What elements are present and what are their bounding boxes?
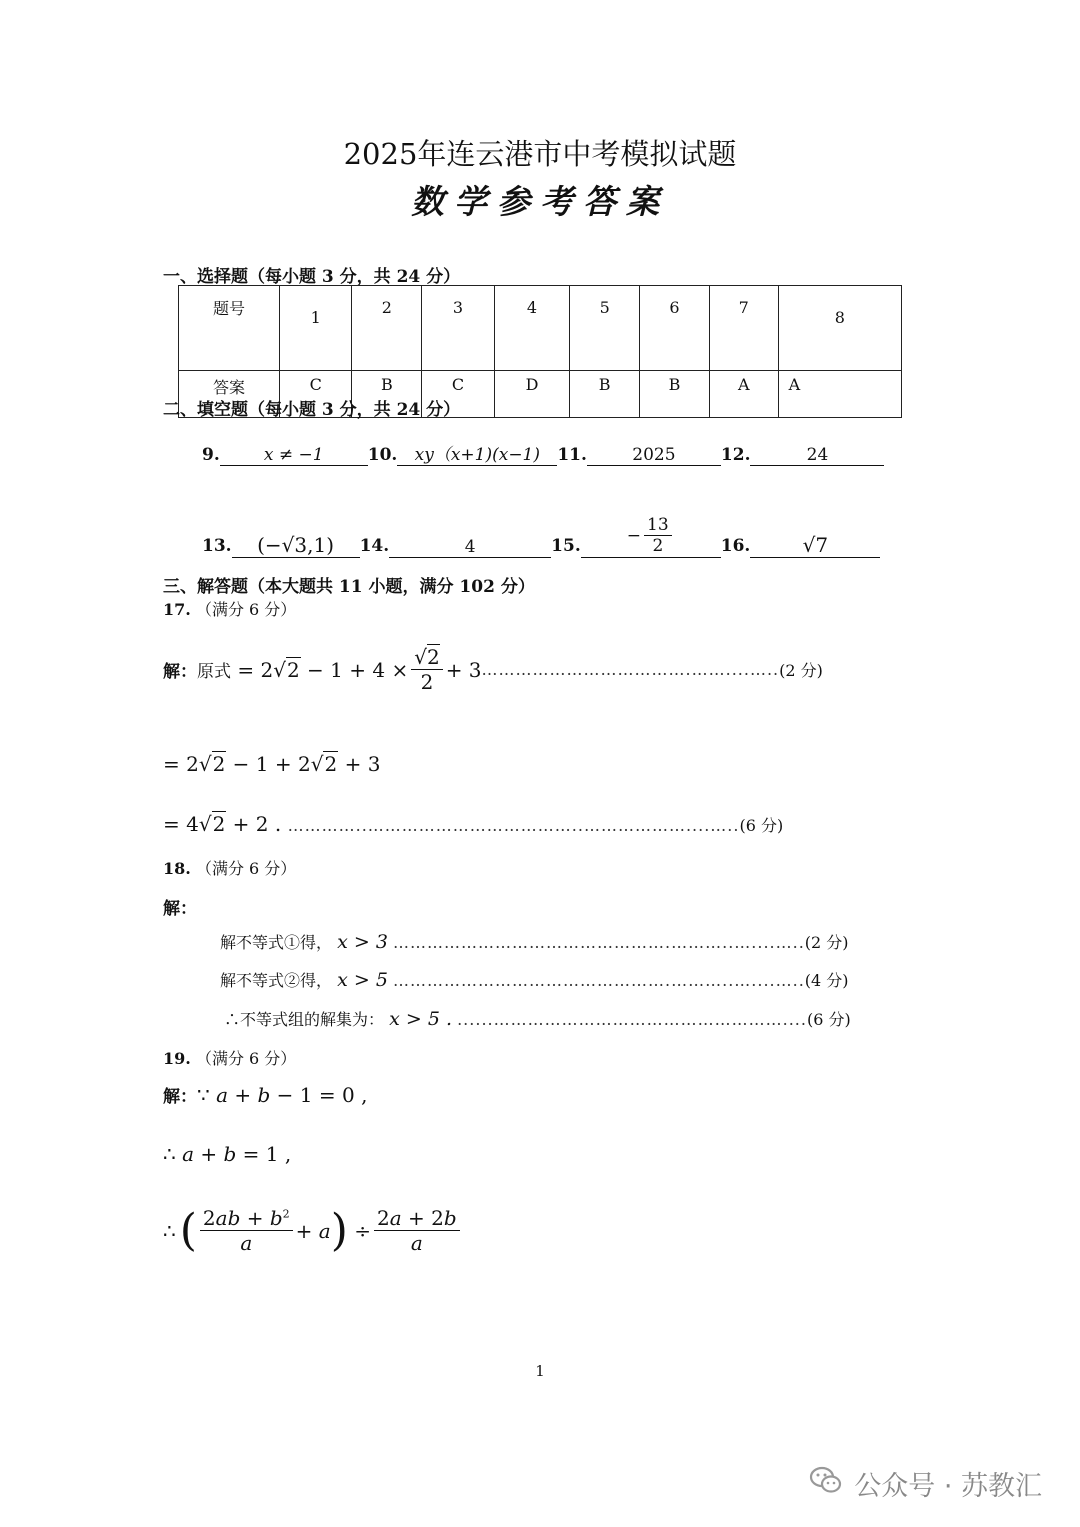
fill-row-2 bbox=[202, 515, 880, 558]
expr-label: 原式 bbox=[197, 662, 231, 682]
score-points: (6 分) bbox=[739, 816, 784, 835]
fill-answer: x ≠ −1 bbox=[220, 445, 368, 466]
solution-label: 解： bbox=[163, 899, 197, 919]
table-header-question: 题号 bbox=[179, 286, 280, 371]
item-number: 14. bbox=[359, 535, 390, 556]
q18-line3: ∴不等式组的解集为： x > 5 . ......……………………………………………....(6 分) bbox=[224, 1008, 851, 1030]
table-cell: A bbox=[778, 371, 901, 418]
table-cell: 2 bbox=[352, 286, 422, 371]
question-number: 18. bbox=[163, 859, 191, 878]
q19-line1: 解：∵ a + b − 1 = 0 , bbox=[163, 1083, 368, 1107]
step-text: 解不等式①得， bbox=[220, 933, 333, 952]
q19-line2: ∴ a + b = 1 , bbox=[163, 1142, 292, 1166]
item-number: 16. bbox=[720, 535, 751, 556]
q19-header bbox=[163, 1046, 296, 1069]
step-math: x > 5 . bbox=[389, 1008, 452, 1030]
q18-header bbox=[163, 856, 296, 879]
numerator: 13 bbox=[644, 515, 672, 536]
page-number: 1 bbox=[535, 1362, 545, 1380]
solution-label: 解： bbox=[163, 662, 197, 682]
table-cell: B bbox=[352, 371, 422, 418]
q17-header bbox=[163, 597, 296, 620]
table-cell: 1 bbox=[280, 286, 352, 371]
q18-line2: 解不等式②得， x > 5 ………………………………………….………..…....…..(4 分) bbox=[220, 969, 849, 991]
score-points: (2 分) bbox=[779, 661, 823, 680]
item-number: 12. bbox=[720, 445, 751, 465]
table-cell: 3 bbox=[422, 286, 494, 371]
wechat-icon bbox=[808, 1462, 844, 1505]
table-cell: 5 bbox=[570, 286, 640, 371]
question-score: （满分 6 分） bbox=[195, 600, 297, 619]
section2-heading: 二、填空题（每小题 3 分，共 24 分） bbox=[163, 400, 461, 420]
q19-line3: ∴ ( $\frac{2ab + b^2}{a}$ + a ) ÷ $\frac{2a + 2b}{a}$ bbox=[163, 1205, 463, 1256]
fill-answer: (−√3,1) bbox=[232, 533, 360, 558]
step-math: x > 5 bbox=[337, 969, 388, 991]
item-number: 15. bbox=[551, 535, 581, 556]
table-header-answer: 答案 bbox=[179, 371, 280, 418]
fill-answer: 4 bbox=[389, 537, 551, 558]
fraction: $\frac{√2}{2}$ bbox=[411, 645, 442, 694]
fill-answer: √7 bbox=[750, 533, 880, 558]
watermark-text: 公众号 · 苏教汇 bbox=[854, 1471, 1042, 1502]
q17-line1: 解： 原式 = 2√2 − 1 + 4 × $\frac{√2}{2}$ + 3 ……………………………….……....….. (2 分) bbox=[163, 645, 823, 694]
table-cell: B bbox=[640, 371, 710, 418]
question-score: （满分 6 分） bbox=[195, 1049, 297, 1068]
score-points: (4 分) bbox=[804, 971, 849, 990]
section1-heading: 一、选择题（每小题 3 分，共 24 分） bbox=[163, 267, 461, 287]
fraction bbox=[644, 515, 672, 557]
step-text: ∴不等式组的解集为： bbox=[224, 1010, 385, 1029]
item-number: 11. bbox=[557, 445, 587, 465]
table-cell: 8 bbox=[778, 286, 901, 371]
q17-line3: = 4√2 + 2 . …………..………………………………..………………....…..(6 分) bbox=[163, 812, 784, 836]
fill-answer: 24 bbox=[750, 445, 884, 466]
table-row-questions bbox=[179, 286, 902, 371]
table-cell: D bbox=[494, 371, 570, 418]
step-text: 解不等式②得， bbox=[220, 971, 333, 990]
section3-heading: 三、解答题（本大题共 11 小题，满分 102 分） bbox=[163, 577, 535, 597]
item-number: 10. bbox=[367, 445, 398, 465]
table-cell: 6 bbox=[640, 286, 710, 371]
table-cell: A bbox=[709, 371, 778, 418]
page-title: 2025年连云港市中考模拟试题 bbox=[343, 137, 737, 171]
q17-line2: = 2√2 − 1 + 2√2 + 3 bbox=[163, 752, 381, 776]
table-cell: C bbox=[280, 371, 352, 418]
table-cell: B bbox=[570, 371, 640, 418]
fill-answer: xy（x+1)(x−1) bbox=[397, 440, 557, 466]
question-score: （满分 6 分） bbox=[195, 859, 297, 878]
item-number: 13. bbox=[202, 535, 232, 556]
denominator: 2 bbox=[652, 536, 664, 557]
table-cell: C bbox=[422, 371, 494, 418]
step-math: x > 3 bbox=[337, 931, 388, 953]
score-points: (2 分) bbox=[804, 933, 849, 952]
solution-label: 解： bbox=[163, 1087, 197, 1107]
page-subtitle: 数学参考答案 bbox=[411, 182, 669, 221]
watermark bbox=[808, 1462, 1042, 1505]
table-cell: 7 bbox=[709, 286, 778, 371]
fill-answer bbox=[581, 515, 721, 558]
q18-line1: 解不等式①得， x > 3 ………………………………………….………..…....…..(2 分) bbox=[220, 931, 849, 953]
question-number: 19. bbox=[163, 1049, 191, 1068]
item-number: 9. bbox=[202, 445, 220, 465]
minus-sign: − bbox=[626, 525, 642, 546]
fill-answer: 2025 bbox=[587, 445, 721, 466]
fraction: $\frac{2a + 2b}{a}$ bbox=[374, 1206, 460, 1255]
score-points: (6 分) bbox=[806, 1010, 851, 1029]
table-cell: 4 bbox=[494, 286, 570, 371]
fraction: $\frac{2ab + b^2}{a}$ bbox=[200, 1206, 293, 1255]
question-number: 17. bbox=[163, 600, 191, 619]
fill-row-1 bbox=[202, 440, 884, 466]
